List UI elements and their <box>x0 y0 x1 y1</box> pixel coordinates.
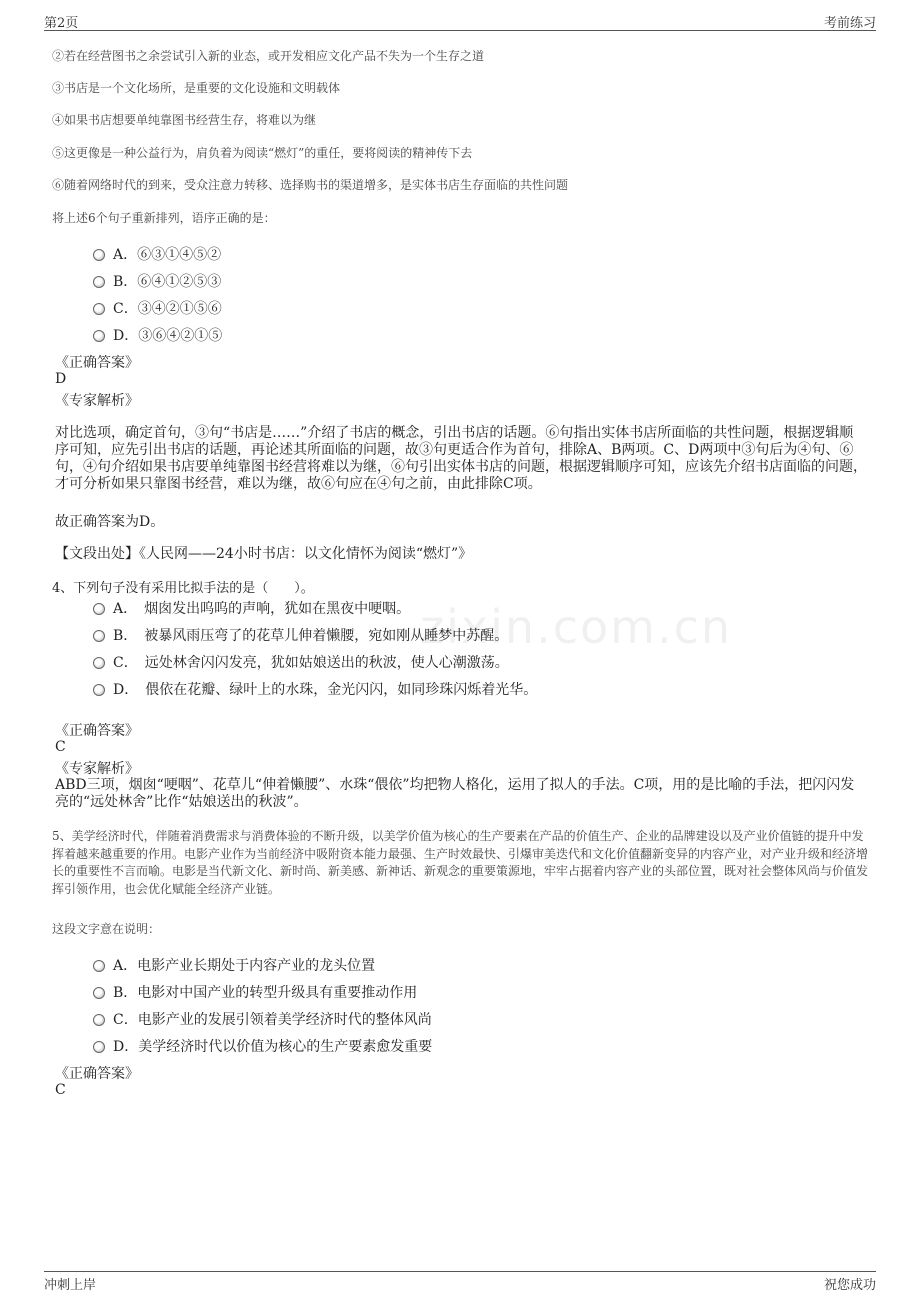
q5-option-b[interactable]: B．电影对中国产业的转型升级具有重要推动作用 <box>93 982 417 1002</box>
page-header <box>44 12 876 31</box>
q4-option-b[interactable]: B． 被暴风雨压弯了的花草儿伸着懒腰，宛如刚从睡梦中苏醒。 <box>93 625 508 645</box>
q5-answer-label: 《正确答案》 <box>55 1066 139 1082</box>
page-footer <box>44 1271 876 1292</box>
q4-option-d[interactable]: D． 偎依在花瓣、绿叶上的水珠，金光闪闪，如同珍珠闪烁着光华。 <box>93 679 537 699</box>
q3-option-a[interactable]: A．⑥③①④⑤② <box>93 244 221 264</box>
q3-sentence-5: ⑤这更像是一种公益行为，肩负着为阅读“燃灯”的重任，要将阅读的精神传下去 <box>52 146 473 160</box>
q4-analysis: ABD三项，烟囱“哽咽”、花草儿“伸着懒腰”、水珠“偎依”均把物人格化，运用了拟人的手法。C项，用的是比喻的手法，把闪闪发亮的“远处林舍”比作“姑娘送出的秋波”。 <box>55 777 855 810</box>
radio-icon[interactable] <box>93 630 105 642</box>
q4-option-c[interactable]: C． 远处林舍闪闪发亮，犹如姑娘送出的秋波，使人心潮激荡。 <box>93 652 509 672</box>
q4-option-a[interactable]: A． 烟囱发出呜呜的声响，犹如在黑夜中哽咽。 <box>93 598 410 618</box>
q3-sentence-3: ③书店是一个文化场所，是重要的文化设施和文明载体 <box>52 81 341 95</box>
q4-analysis-label: 《专家解析》 <box>55 761 139 777</box>
radio-icon[interactable] <box>93 987 105 999</box>
q3-conclusion: 故正确答案为D。 <box>55 514 165 530</box>
q3-analysis-label: 《专家解析》 <box>55 393 139 409</box>
q3-sentence-2: ②若在经营图书之余尝试引入新的业态，或开发相应文化产品不失为一个生存之道 <box>52 49 485 63</box>
q5-answer: C <box>55 1082 66 1098</box>
q3-sentence-4: ④如果书店想要单纯靠图书经营生存，将难以为继 <box>52 113 317 127</box>
footer-right: 祝您成功 <box>823 1278 876 1293</box>
radio-icon[interactable] <box>93 1041 105 1053</box>
q3-answer-label: 《正确答案》 <box>55 355 139 371</box>
q3-option-d[interactable]: D．③⑥④②①⑤ <box>93 325 222 345</box>
footer-left: 冲刺上岸 <box>44 1278 97 1293</box>
q5-option-a[interactable]: A．电影产业长期处于内容产业的龙头位置 <box>93 955 375 975</box>
q4-question: 4、下列句子没有采用比拟手法的是（ ）。 <box>52 581 314 596</box>
q4-answer-label: 《正确答案》 <box>55 723 139 739</box>
q5-option-d[interactable]: D．美学经济时代以价值为核心的生产要素愈发重要 <box>93 1036 432 1056</box>
radio-icon[interactable] <box>93 330 105 342</box>
q3-option-c[interactable]: C．③④②①⑤⑥ <box>93 298 222 318</box>
q3-sentence-6: ⑥随着网络时代的到来，受众注意力转移、选择购书的渠道增多，是实体书店生存面临的共性问题 <box>52 178 569 192</box>
radio-icon[interactable] <box>93 249 105 261</box>
radio-icon[interactable] <box>93 276 105 288</box>
radio-icon[interactable] <box>93 303 105 315</box>
q3-answer: D <box>55 371 67 387</box>
radio-icon[interactable] <box>93 684 105 696</box>
q5-passage: 5、美学经济时代，伴随着消费需求与消费体验的不断升级，以美学价值为核心的生产要素在产品的价值生产、企业的品牌建设以及产业价值链的提升中发挥着越来越重要的作用。电影产业作为当前经济中吸附资本能力最强、生产时效最快、引爆审美迭代和文化价值翻新变异的内容产业，对产业升级和经济增长的重要性不言而喻。电影是当代新文化、新时尚、新美感、新神话、新观念的重要策源地，牢牢占据着内容产业的头部位置，既对社会整体风尚与价值发挥引领作用，也会优化赋能全经济产业链。 <box>52 829 869 896</box>
q3-analysis: 对比选项，确定首句，③句“书店是……”介绍了书店的概念，引出书店的话题。⑥句指出实体书店所面临的共性问题，根据逻辑顺序可知，应先引出书店的话题，再论述其所面临的问题，故③句更适合作为首句，排除A、B两项。C、D两项中③句后为④句、⑥句，④句介绍如果书店要单纯靠图书经营将难以为继，⑥句引出实体书店的问题，根据逻辑顺序可知，应该先介绍书店面临的问题，才可分析如果只靠图书经营，难以为继，故⑥句应在④句之前，由此排除C项。 <box>55 425 867 492</box>
page-number: 第2页 <box>44 16 79 31</box>
q5-prompt: 这段文字意在说明： <box>52 922 161 936</box>
q3-option-b[interactable]: B．⑥④①②⑤③ <box>93 271 221 291</box>
radio-icon[interactable] <box>93 603 105 615</box>
radio-icon[interactable] <box>93 657 105 669</box>
q4-answer: C <box>55 739 66 755</box>
watermark: zixin.com.cn <box>420 600 733 654</box>
q5-option-c[interactable]: C．电影产业的发展引领着美学经济时代的整体风尚 <box>93 1009 432 1029</box>
q3-prompt: 将上述6个句子重新排列，语序正确的是： <box>52 211 276 225</box>
radio-icon[interactable] <box>93 1014 105 1026</box>
radio-icon[interactable] <box>93 960 105 972</box>
header-title: 考前练习 <box>823 16 876 31</box>
q3-source: 【文段出处】《人民网——24小时书店：以文化情怀为阅读“燃灯”》 <box>55 546 473 562</box>
